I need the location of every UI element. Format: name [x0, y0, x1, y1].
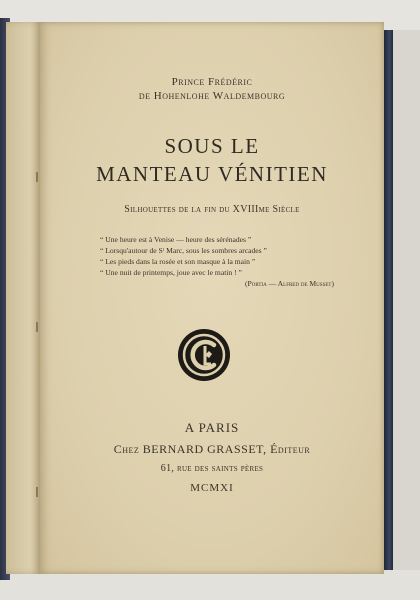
epigraph-line: “ Lorsqu'autour de Sᵗ Marc, sous les sombres arcades ”	[100, 246, 267, 255]
author-name-line-1: Prince Frédéric	[171, 76, 253, 88]
imprint-year: MCMXI	[190, 482, 234, 494]
imprint-publisher: Chez BERNARD GRASSET, Éditeur	[113, 442, 311, 456]
epigraph	[100, 234, 340, 289]
imprint-address: 61, rue des saints pères	[160, 463, 264, 474]
book-title-line-1: SOUS LE	[164, 134, 260, 158]
author-name-line-2: de Hohenlohe Waldembourg	[138, 90, 286, 102]
epigraph-line: “ Une nuit de printemps, joue avec le matin ! ”	[100, 268, 242, 277]
epigraph-line: “ Les pieds dans la rosée et son masque à la main ”	[100, 257, 256, 266]
title-page	[40, 22, 384, 574]
background-bottom	[0, 570, 420, 600]
book-subtitle: Silhouettes de la fin du XVIIIme Siècle	[124, 204, 300, 215]
publisher-monogram-icon	[176, 327, 232, 383]
book-cover-right	[384, 30, 393, 570]
book-title-line-2: MANTEAU VÉNITIEN	[96, 162, 328, 186]
epigraph-line: “ Une heure est à Venise — heure des sérénades ”	[100, 235, 252, 244]
epigraph-attribution: (Portia — Alfred de Musset)	[244, 279, 334, 288]
imprint-place: A PARIS	[184, 420, 240, 435]
facing-page-edge	[6, 22, 41, 574]
